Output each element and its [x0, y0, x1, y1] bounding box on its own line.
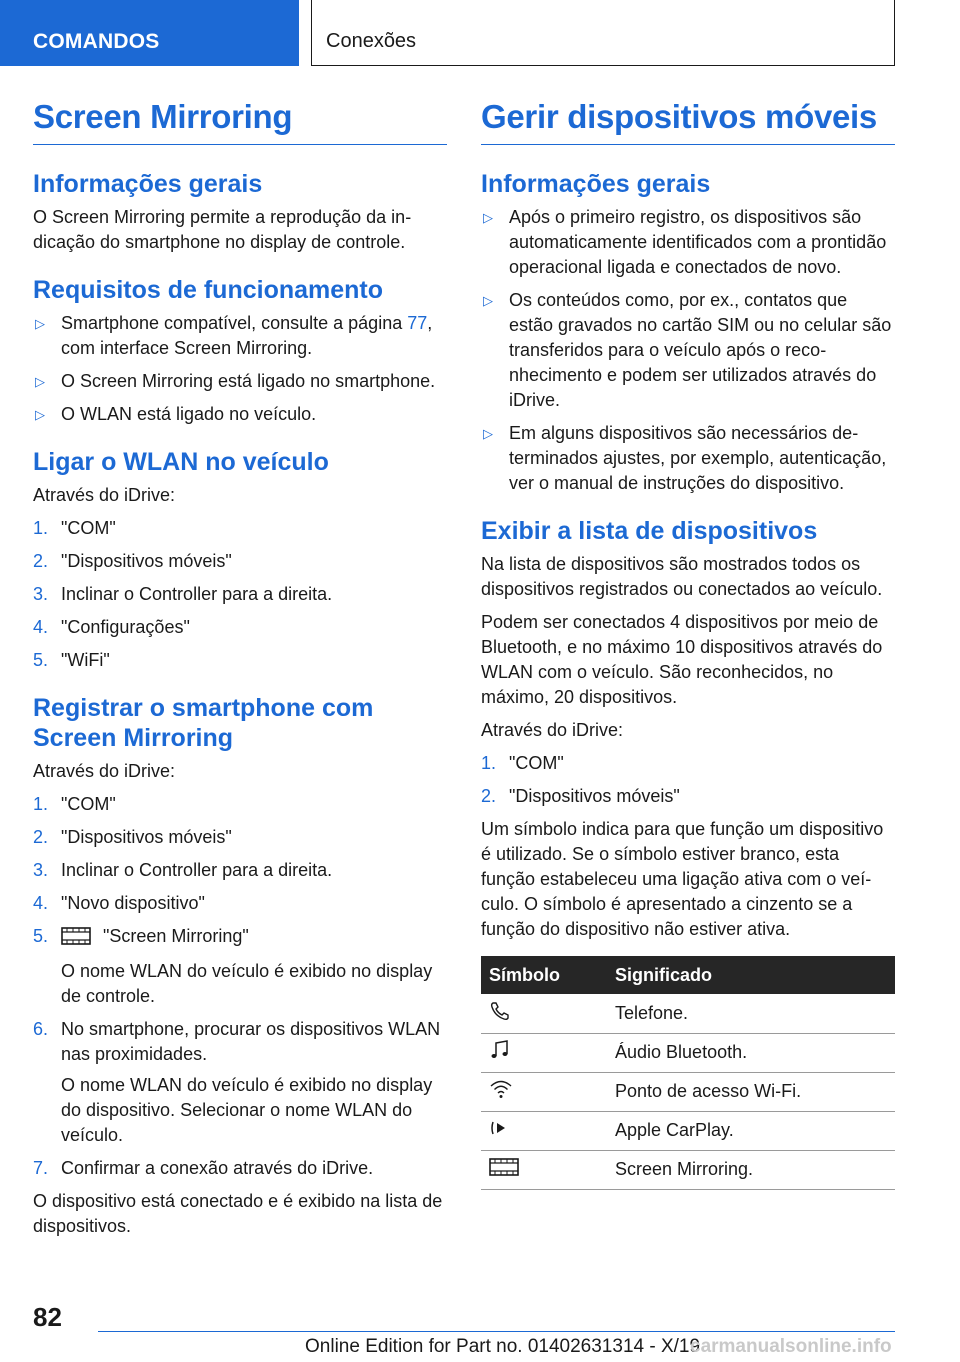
section-tab: COMANDOS	[0, 0, 299, 66]
list-item: 6. No smartphone, procurar os dispositivos WLAN nas proximidades. O nome WLAN do veículo é exibido no display do dispositivo. Selecionar o nome WLAN do veículo.	[33, 1019, 441, 1145]
left-column	[33, 98, 447, 1247]
table-row: Ponto de acesso Wi-Fi.	[481, 1072, 895, 1111]
list-item: 3. Inclinar o Controller para a direita.	[33, 584, 333, 604]
table-row: Telefone.	[481, 994, 895, 1033]
page-header	[0, 0, 960, 66]
screen-mirroring-icon	[489, 1161, 519, 1181]
chapter-title: Conexões	[311, 0, 895, 66]
list-item: ▷ Em alguns dispositivos são necessários determinados ajustes, por exemplo, autenticação, ver o manual de instruções do dispositivo.	[483, 423, 887, 493]
register-intro: Através do iDrive:	[33, 761, 176, 781]
symbol-table	[481, 956, 895, 1190]
bullet-triangle-icon: ▷	[35, 407, 45, 422]
general-info-list	[481, 205, 895, 496]
list-item: ▷ Os conteúdos como, por ex., contatos que estão gravados no cartão SIM ou no celular são transferidos para o veículo após o reconhecimento e podem ser utilizados através do iDrive.	[483, 290, 892, 410]
edition-note: Online Edition for Part no. 01402631314 - X/19	[305, 1336, 701, 1357]
table-row: Áudio Bluetooth.	[481, 1033, 895, 1072]
watermark: carmanualsonline.info	[690, 1336, 892, 1357]
phone-icon	[489, 1006, 511, 1026]
table-row: Apple CarPlay.	[481, 1111, 895, 1150]
requirements-list	[33, 311, 447, 427]
list-item: 1. "COM"	[481, 753, 564, 773]
register-heading: Registrar o smartphone com Screen Mirroring	[33, 694, 374, 752]
column-header-meaning: Significado	[613, 956, 895, 994]
general-info-heading: Informações gerais	[481, 170, 711, 198]
column-header-symbol: Símbolo	[481, 956, 613, 994]
list-item: 5. "WiFi"	[33, 650, 110, 670]
table-header-row	[481, 956, 895, 994]
manage-devices-heading: Gerir dispositivos móveis	[481, 98, 895, 145]
list-item: 1. "COM"	[33, 518, 116, 538]
footer-divider	[98, 1331, 895, 1332]
screen-mirroring-heading: Screen Mirroring	[33, 98, 447, 145]
wlan-steps	[33, 516, 447, 673]
right-column	[481, 98, 895, 1190]
bullet-triangle-icon: ▷	[483, 426, 493, 441]
list-item: 2. "Dispositivos móveis"	[33, 551, 232, 571]
requirements-heading: Requisitos de funcionamento	[33, 276, 384, 304]
device-list-heading: Exibir a lista de dispositivos	[481, 517, 818, 545]
screen-mirroring-icon	[61, 926, 91, 953]
device-list-steps	[481, 751, 895, 809]
list-item: ▷ Smartphone compatível, consulte a página 77, com interface Screen Mirroring.	[35, 313, 433, 358]
list-item: 1. "COM"	[33, 794, 116, 814]
register-outro: O dispositivo está conectado e é exibido na lista de dispositivos.	[33, 1191, 443, 1236]
list-item: 3. Inclinar o Controller para a direita.	[33, 860, 333, 880]
list-item: 5. "Screen Mirroring" O nome WLAN do veículo é exibido no display de controle.	[33, 926, 433, 1006]
list-item: 2. "Dispositivos móveis"	[33, 827, 232, 847]
page-link[interactable]: 77	[407, 313, 428, 333]
symbol-description: Um símbolo indica para que função um dispositivo é utilizado. Se o símbolo estiver branco, esta função estabeleceu uma ligação ativa com o veículo. O símbolo é apresentado a cinzento se a função do dispositivo não estiver ativa.	[481, 819, 884, 939]
list-item: ▷ O Screen Mirroring está ligado no smartphone.	[33, 369, 447, 394]
table-row: Screen Mirroring.	[481, 1150, 895, 1189]
list-item: 4. "Configurações"	[33, 617, 190, 637]
wlan-heading: Ligar o WLAN no veículo	[33, 448, 329, 476]
music-note-icon	[489, 1045, 511, 1065]
bullet-triangle-icon: ▷	[483, 293, 493, 308]
bullet-triangle-icon: ▷	[35, 374, 45, 389]
bullet-triangle-icon: ▷	[35, 316, 45, 331]
list-item: 2. "Dispositivos móveis"	[481, 786, 680, 806]
list-item: ▷ O WLAN está ligado no veículo.	[33, 402, 447, 427]
wlan-intro: Através do iDrive:	[33, 485, 176, 505]
device-list-text-2: Podem ser conectados 4 dispositivos por meio de Bluetooth, e no máximo 10 dispositivos através do WLAN com o veículo. São reconhecidos, no máximo, 20 dispositivos.	[481, 612, 883, 707]
general-info-heading: Informações gerais	[33, 170, 263, 198]
list-item: ▷ Após o primeiro registro, os dispositivos são automaticamente identificados com a prontidão operacional ligada e conectados de novo.	[483, 207, 887, 277]
general-info-text: O Screen Mirroring permite a reprodução da indicação do smartphone no display de controle.	[33, 207, 412, 252]
carplay-icon	[489, 1123, 511, 1143]
bullet-triangle-icon: ▷	[483, 210, 493, 225]
page-number: 82	[33, 1302, 62, 1332]
device-list-text-1: Na lista de dispositivos são mostrados todos os dispositivos registrados ou conectados ao veículo.	[481, 554, 883, 599]
device-list-intro: Através do iDrive:	[481, 720, 624, 740]
list-item: 4. "Novo dispositivo"	[33, 893, 205, 913]
wifi-icon	[489, 1084, 513, 1104]
list-item: 7. Confirmar a conexão através do iDrive.	[33, 1158, 374, 1178]
register-steps	[33, 792, 447, 1181]
